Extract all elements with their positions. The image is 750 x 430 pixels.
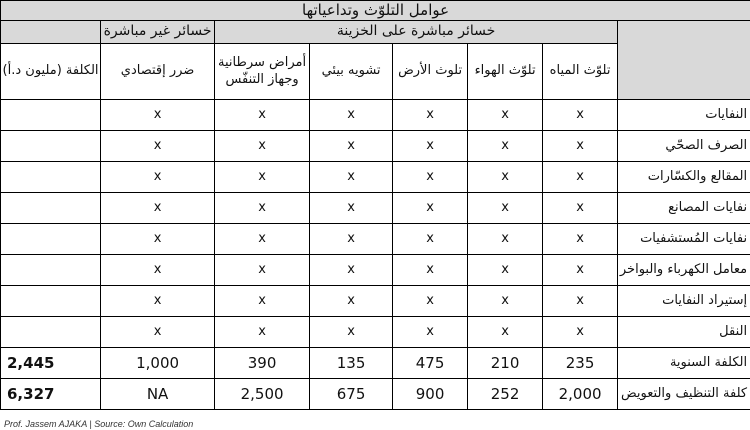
table-row (1, 286, 750, 317)
row-label: كلفة التنظيف والتعويض (618, 379, 750, 410)
cell-cost (1, 100, 101, 131)
cell-air: x (468, 286, 543, 317)
cell-health: 2,500 (215, 379, 310, 410)
cell-economic: 1,000 (101, 348, 215, 379)
source-footer: Prof. Jassem AJAKA | Source: Own Calculation (4, 419, 194, 429)
cell-water: x (543, 224, 618, 255)
cell-cost-total: 6,327 (1, 379, 101, 410)
cell-air: x (468, 317, 543, 348)
cell-water: x (543, 286, 618, 317)
cell-environment: x (310, 162, 393, 193)
cell-water: x (543, 255, 618, 286)
table-row (1, 255, 750, 286)
table-title: عوامل التلوّث وتداعياتها (1, 1, 750, 21)
cell-land: x (393, 255, 468, 286)
cell-environment: 675 (310, 379, 393, 410)
cell-air: x (468, 224, 543, 255)
cell-health: 390 (215, 348, 310, 379)
col-header-land: تلوث الأرض (393, 44, 468, 100)
cell-health: x (215, 162, 310, 193)
cell-cost (1, 224, 101, 255)
cell-cost-total: 2,445 (1, 348, 101, 379)
cell-land: x (393, 100, 468, 131)
cell-air: x (468, 100, 543, 131)
cell-air: 210 (468, 348, 543, 379)
cell-environment: x (310, 224, 393, 255)
row-label: نفايات المصانع (618, 193, 750, 224)
cell-health: x (215, 224, 310, 255)
cell-environment: x (310, 193, 393, 224)
row-label: النفايات (618, 100, 750, 131)
table-row (1, 193, 750, 224)
table-row (1, 100, 750, 131)
corner-cell (618, 21, 750, 100)
cell-land: 475 (393, 348, 468, 379)
cell-water: x (543, 317, 618, 348)
cell-air: 252 (468, 379, 543, 410)
annual-cost-row (1, 348, 750, 379)
cell-cost (1, 193, 101, 224)
row-label: معامل الكهرباء والبواخر (618, 255, 750, 286)
cell-economic: x (101, 286, 215, 317)
cell-environment: x (310, 286, 393, 317)
direct-losses-header: خسائر مباشرة على الخزينة (215, 21, 618, 44)
cell-health: x (215, 193, 310, 224)
cell-water: x (543, 131, 618, 162)
cell-economic: x (101, 224, 215, 255)
row-label: النقل (618, 317, 750, 348)
col-header-air: تلوّث الهواء (468, 44, 543, 100)
cell-economic: x (101, 100, 215, 131)
cell-air: x (468, 255, 543, 286)
col-header-water: تلوّث المياه (543, 44, 618, 100)
cell-health: x (215, 317, 310, 348)
col-header-environment: تشويه بيئي (310, 44, 393, 100)
cell-economic: x (101, 131, 215, 162)
cell-water: 235 (543, 348, 618, 379)
table-row (1, 224, 750, 255)
title-row (1, 1, 750, 21)
cell-health: x (215, 286, 310, 317)
cell-air: x (468, 193, 543, 224)
cell-environment: x (310, 255, 393, 286)
cell-water: 2,000 (543, 379, 618, 410)
cost-group-blank (1, 21, 101, 44)
cell-environment: x (310, 100, 393, 131)
col-header-economic: ضرر إقتصادي (101, 44, 215, 100)
row-label: المقالع والكسّارات (618, 162, 750, 193)
col-header-cost: الكلفة (مليون د.أ) (1, 44, 101, 100)
cell-economic: x (101, 255, 215, 286)
cell-health: x (215, 255, 310, 286)
cell-environment: x (310, 131, 393, 162)
cell-health: x (215, 100, 310, 131)
cell-land: x (393, 162, 468, 193)
cell-environment: x (310, 317, 393, 348)
cell-cost (1, 131, 101, 162)
cell-cost (1, 255, 101, 286)
table-row (1, 317, 750, 348)
cell-cost (1, 317, 101, 348)
cell-cost (1, 286, 101, 317)
col-header-health: أمراض سرطانية وجهاز التنفّس (215, 44, 310, 100)
cell-air: x (468, 131, 543, 162)
cell-water: x (543, 162, 618, 193)
table-row (1, 131, 750, 162)
cell-health: x (215, 131, 310, 162)
cell-economic: x (101, 317, 215, 348)
cell-land: x (393, 317, 468, 348)
row-label: الصرف الصحّي (618, 131, 750, 162)
cell-economic: x (101, 193, 215, 224)
cell-environment: 135 (310, 348, 393, 379)
cell-land: x (393, 131, 468, 162)
cell-land: x (393, 193, 468, 224)
cell-land: x (393, 224, 468, 255)
cell-air: x (468, 162, 543, 193)
cell-land: x (393, 286, 468, 317)
cell-cost (1, 162, 101, 193)
group-header-row (1, 21, 750, 44)
cell-economic: NA (101, 379, 215, 410)
cell-water: x (543, 193, 618, 224)
cell-land: 900 (393, 379, 468, 410)
cell-economic: x (101, 162, 215, 193)
cell-water: x (543, 100, 618, 131)
row-label: إستيراد النفايات (618, 286, 750, 317)
cleanup-cost-row (1, 379, 750, 410)
table-row (1, 162, 750, 193)
indirect-losses-header: خسائر غير مباشرة (101, 21, 215, 44)
row-label: الكلفة السنوية (618, 348, 750, 379)
row-label: نفايات المُستشفيات (618, 224, 750, 255)
